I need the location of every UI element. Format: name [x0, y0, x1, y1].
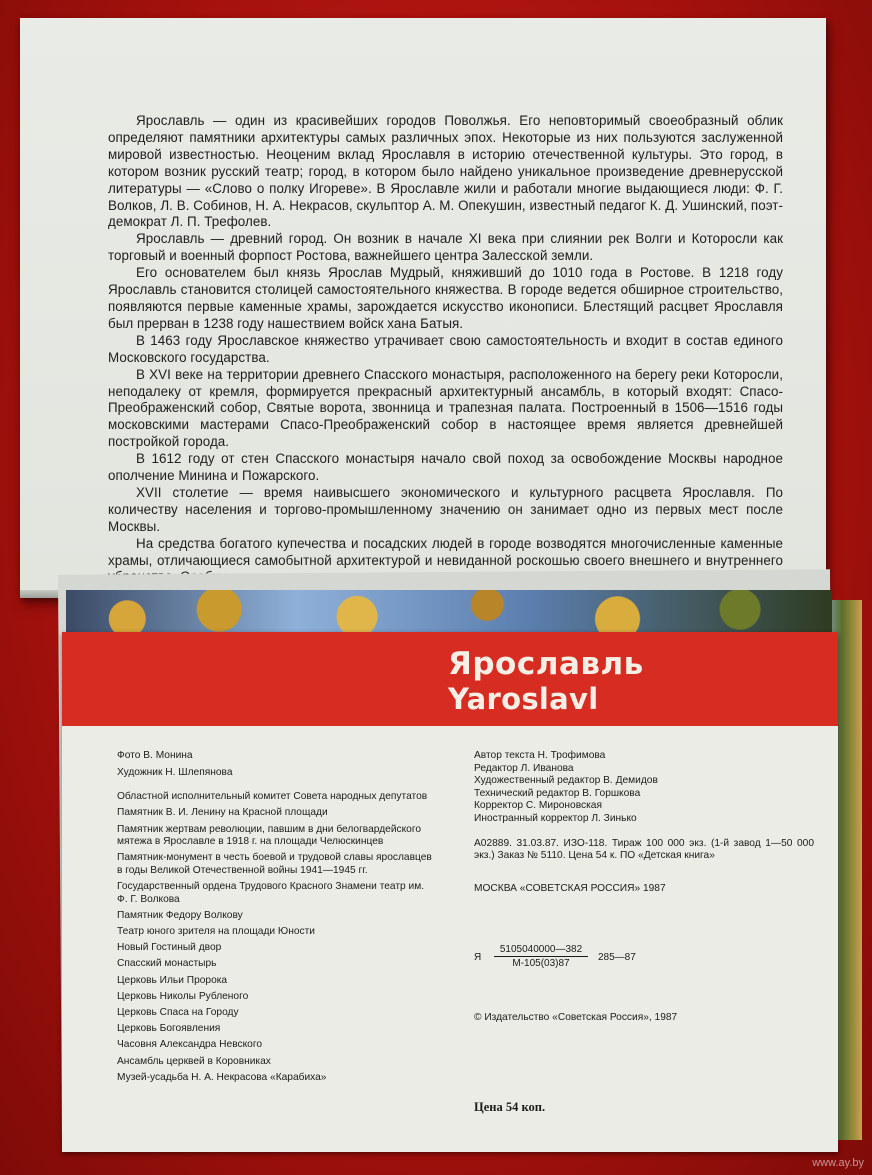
list-item: Музей-усадьба Н. А. Некрасова «Карабиха»	[117, 1071, 327, 1083]
catalog-denominator: М-105(03)87	[512, 958, 570, 969]
booklet-inner-page	[20, 18, 826, 598]
staff-line: Художественный редактор В. Демидов	[474, 775, 658, 787]
paragraph: Его основателем был князь Ярослав Мудрый, княживший до 1010 года в Ростове. В 1218 году Ярославль становится столицей самостоятельного княжества. В городе ведется обширное строительство, появляются первые каменные храмы, зарождается искусство иконописи. Блестящий расцвет Ярославля был прерван в 1238 году нашествием войск хана Батыя.	[108, 265, 783, 331]
list-item: Церковь Николы Рубленого	[117, 990, 249, 1002]
list-item: Ансамбль церквей в Коровниках	[117, 1055, 271, 1067]
watermark: www.ay.by	[812, 1157, 864, 1169]
contents-column	[117, 750, 437, 1088]
catalog-prefix: Я	[474, 952, 482, 963]
title-english: Yaroslavl	[448, 682, 599, 716]
catalog-suffix: 285—87	[598, 952, 636, 963]
list-item: Спасский монастырь	[117, 958, 217, 970]
photo-credit: Фото В. Монина	[117, 750, 193, 761]
staff-line: Технический редактор В. Горшкова	[474, 787, 641, 799]
staff-line: Корректор С. Мироновская	[474, 800, 602, 812]
paragraph: В 1463 году Ярославское княжество утрачивает свою самостоятельность и входит в состав единого Московского государства.	[108, 332, 783, 365]
copyright-line: © Издательство «Советская Россия», 1987	[474, 1012, 678, 1023]
list-item: Церковь Спаса на Городу	[117, 1007, 239, 1019]
imprint-details: А02889. 31.03.87. ИЗО-118. Тираж 100 000 экз. (1-й завод 1—50 000 экз.) Заказ № 5110. Цена 54 к. ПО «Детская книга»	[474, 837, 814, 862]
price-label: Цена 54 коп.	[474, 1100, 546, 1114]
title-band	[62, 632, 838, 726]
list-item: Памятник-монумент в честь боевой и трудовой славы ярославцев в годы Великой Отечественной войны 1941—1945 гг.	[117, 852, 432, 876]
list-item: Новый Гостиный двор	[117, 942, 222, 954]
staff-line: Редактор Л. Иванова	[474, 762, 574, 774]
paragraph: В 1612 году от стен Спасского монастыря начало свой поход за освобождение Москвы народное ополчение Минина и Пожарского.	[108, 451, 783, 484]
list-item: Памятник В. И. Ленину на Красной площади	[117, 807, 328, 819]
list-item: Государственный ордена Трудового Красного Знамени театр им. Ф. Г. Волкова	[117, 881, 425, 905]
imprint-column	[474, 750, 814, 895]
list-item: Областной исполнительный комитет Совета народных депутатов	[117, 791, 428, 803]
paragraph: В XVI веке на территории древнего Спасского монастыря, расположенного на берегу реки Которосли, неподалеку от кремля, формируется прекрасный архитектурный ансамбль, в который входят: Спасо-Преображенский собор, Святые ворота, звонница и трапезная палата. Построенный в 1506—1516 годы московскими мастерами Спасо-Преображенский собор в настоящее время является древнейшей постройкой города.	[108, 366, 783, 450]
paragraph: Ярославль — один из красивейших городов Поволжья. Его неповторимый своеобразный облик определяют памятники архитектуры самых различных эпох. Некоторые из них пользуются заслуженной мировой известностью. Неоценим вклад Ярославля в историю отечественной культуры. Это город, в котором возник русский театр; город, в котором было найдено уникальное произведение древнерусской литературы — «Слово о полку Игореве». В Ярославле жили и работали многие выдающиеся люди: Ф. Г. Волков, Л. В. Собинов, Н. А. Некрасов, скульптор А. М. Опекушин, известный педагог К. Д. Ушинский, поэт-демократ Л. П. Трефолев.	[108, 113, 783, 230]
artist-credit: Художник Н. Шлепянова	[117, 766, 233, 778]
paragraph: XVII столетие — время наивысшего экономического и культурного расцвета Ярославля. По количеству населения и торгово-промышленному значению он занимает одно из первых мест после Москвы.	[108, 484, 783, 534]
publisher-line: МОСКВА «СОВЕТСКАЯ РОССИЯ» 1987	[474, 882, 666, 894]
list-item: Часовня Александра Невского	[117, 1039, 262, 1051]
envelope-cover	[62, 632, 838, 1152]
title-russian: Ярославль	[448, 646, 644, 682]
list-item: Памятник жертвам революции, павшим в дни белогвардейского мятежа в Ярославле в 1918 г. на площади Челюскинцев	[117, 823, 421, 848]
paragraph: Ярославль — древний город. Он возник в начале XI века при слиянии рек Волги и Которосли как торговый и военный форпост Ростова, важнейшего центра Залесской земли.	[108, 231, 783, 264]
staff-line: Иностранный корректор Л. Зинько	[474, 812, 637, 824]
list-item: Театр юного зрителя на площади Юности	[117, 926, 315, 938]
paragraph: На средства богатого купечества и посадских людей в городе возводятся многочисленные каменные храмы, отличающиеся самобытной архитектурой и невиданной роскошью своего внешнего и внутреннего	[108, 535, 783, 568]
list-item: Церковь Богоявления	[117, 1023, 221, 1035]
catalog-fraction	[494, 944, 588, 969]
list-item: Памятник Федору Волкову	[117, 909, 243, 921]
postcard-photo-strip	[66, 590, 832, 638]
staff-line: Автор текста Н. Трофимова	[474, 750, 606, 761]
catalog-numerator: 5105040000—382	[494, 944, 588, 957]
history-text	[108, 113, 783, 586]
list-item: Церковь Ильи Пророка	[117, 974, 228, 986]
